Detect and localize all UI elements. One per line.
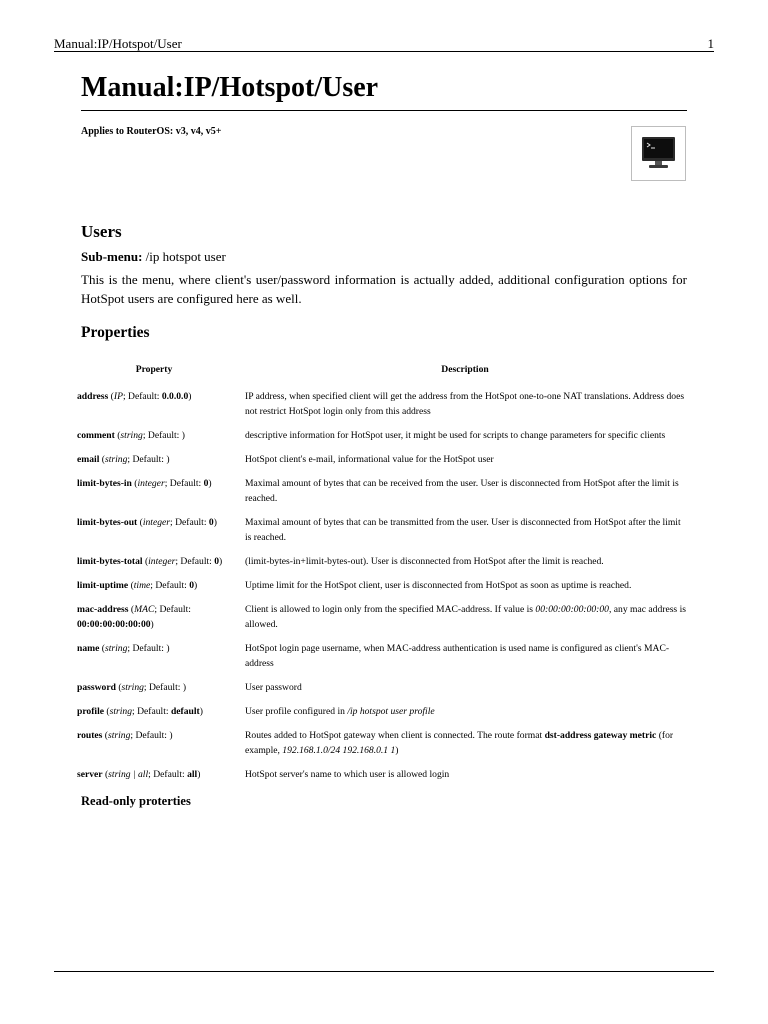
property-cell: address (IP; Default: 0.0.0.0) [77, 391, 192, 402]
description-text: , any mac address is allowed. [245, 604, 686, 630]
property-default: 0.0.0.0 [161, 391, 189, 402]
description-cell [236, 575, 694, 599]
property-default: 0 [208, 517, 214, 528]
description-text: Maximal amount of bytes that can be received from the user. User is disconnected from HotSpot after the limit is reached. [245, 478, 679, 504]
table-row [72, 677, 694, 701]
table-row [72, 386, 694, 425]
col-header-description: Description [441, 364, 489, 375]
description-cell [236, 599, 694, 638]
terminal-monitor-icon [631, 126, 686, 181]
description-cell [236, 512, 694, 551]
description-text: Maximal amount of bytes that can be transmitted from the user. User is disconnected from HotSpot after the limit is reached. [245, 517, 681, 543]
default-label: Default: [169, 478, 202, 489]
property-type: integer [137, 478, 165, 489]
page-number: 1 [707, 36, 714, 51]
default-label: Default: [175, 517, 207, 528]
description-cell [236, 725, 694, 764]
property-cell: limit-uptime (time; Default: 0) [77, 580, 198, 591]
description-cell [236, 677, 694, 701]
properties-table [72, 358, 694, 788]
description-cell [236, 638, 694, 677]
readonly-heading: Read-only proterties [81, 794, 191, 808]
applies-to-note: Applies to RouterOS: v3, v4, v5+ [81, 126, 222, 137]
property-type: string [121, 682, 144, 693]
table-row [72, 575, 694, 599]
submenu-label: Sub-menu: [81, 249, 143, 264]
property-default: 0 [214, 556, 220, 567]
description-cell [236, 425, 694, 449]
description-text: HotSpot server's name to which user is allowed login [245, 769, 450, 780]
header-rule [54, 51, 714, 52]
table-row [72, 638, 694, 677]
property-cell: profile (string; Default: default) [77, 706, 203, 717]
properties-heading: Properties [81, 324, 150, 341]
property-type: time [133, 580, 151, 591]
description-cell [236, 449, 694, 473]
property-cell: routes (string; Default: ) [77, 730, 173, 741]
property-type: string [120, 430, 143, 441]
description-cell [236, 551, 694, 575]
description-cell [236, 701, 694, 725]
description-text: HotSpot login page username, when MAC-address authentication is used name is configured as client's MAC-address [245, 643, 670, 669]
property-name: name [77, 643, 100, 654]
description-text: 00:00:00:00:00:00 [535, 604, 609, 615]
description-text: IP address, when specified client will get the address from the HotSpot one-to-one NAT translations. Address does not restrict HotSpot login only from this address [245, 391, 685, 417]
property-type: integer [148, 556, 176, 567]
users-heading: Users [81, 222, 122, 241]
default-label: Default: [149, 682, 181, 693]
property-type: string [109, 706, 133, 717]
default-label: Default: [137, 706, 169, 717]
description-text: User password [245, 682, 302, 693]
page-title: Manual:IP/Hotspot/User [81, 72, 379, 103]
property-cell: comment (string; Default: ) [77, 430, 185, 441]
submenu-line [81, 249, 226, 265]
title-rule [81, 110, 687, 111]
property-cell: email (string; Default: ) [77, 454, 170, 465]
users-intro: This is the menu, where client's user/password information is actually added, additional configuration options for HotSpot users are configured here as well. [81, 272, 687, 306]
default-label: Default: [128, 391, 160, 402]
property-name: comment [77, 430, 115, 441]
table-header-row [72, 358, 694, 386]
description-text: /ip hotspot user profile [347, 706, 435, 717]
footer-rule [54, 971, 714, 972]
description-cell [236, 386, 694, 425]
description-text: descriptive information for HotSpot user, it might be used for scripts to change parameters for specific clients [245, 430, 666, 441]
property-default: 00:00:00:00:00:00 [77, 619, 151, 630]
description-text: Client is allowed to login only from the specified MAC-address. If value is [245, 604, 536, 615]
description-cell [236, 473, 694, 512]
property-cell: limit-bytes-out (integer; Default: 0) [77, 517, 217, 528]
description-text: User profile configured in [245, 706, 348, 717]
table-row [72, 599, 694, 638]
property-name: email [77, 454, 100, 465]
default-label: Default: [153, 769, 185, 780]
running-header [54, 36, 714, 52]
running-head-title: Manual:IP/Hotspot/User [54, 36, 182, 51]
property-name: mac-address [77, 604, 129, 615]
default-label: Default: [155, 580, 187, 591]
table-row [72, 512, 694, 551]
property-type: string [108, 730, 131, 741]
description-cell [236, 764, 694, 788]
property-default: default [170, 706, 200, 717]
property-type: string [104, 454, 128, 465]
property-cell: name (string; Default: ) [77, 643, 170, 654]
property-name: profile [77, 706, 105, 717]
table-row [72, 701, 694, 725]
property-type: string | all [108, 769, 149, 780]
property-name: server [77, 769, 103, 780]
col-header-property: Property [135, 364, 173, 375]
default-label: Default: [132, 454, 164, 465]
property-cell: server (string | all; Default: all) [77, 769, 201, 780]
property-name: limit-bytes-in [77, 478, 132, 489]
description-text: (for example, [245, 730, 674, 756]
property-name: limit-uptime [77, 580, 129, 591]
table-row [72, 725, 694, 764]
property-cell: mac-address (MAC; Default: 00:00:00:00:00:00) [77, 604, 191, 630]
property-cell: limit-bytes-in (integer; Default: 0) [77, 478, 212, 489]
property-default: 0 [189, 580, 195, 591]
default-label: Default: [159, 604, 191, 615]
description-text: 192.168.1.0/24 192.168.0.1 1 [282, 745, 396, 756]
default-label: Default: [132, 643, 164, 654]
property-cell: limit-bytes-total (integer; Default: 0) [77, 556, 223, 567]
submenu-path: /ip hotspot user [145, 249, 226, 264]
table-row [72, 449, 694, 473]
property-name: routes [77, 730, 103, 741]
description-text: (limit-bytes-in+limit-bytes-out). User is disconnected from HotSpot after the limit is reached. [245, 556, 604, 567]
property-cell: password (string; Default: ) [77, 682, 187, 693]
default-label: Default: [135, 730, 167, 741]
description-text: Routes added to HotSpot gateway when client is connected. The route format [245, 730, 545, 741]
property-name: password [77, 682, 116, 693]
property-type: integer [142, 517, 170, 528]
property-type: string [104, 643, 128, 654]
description-text: dst-address gateway metric [544, 730, 657, 741]
table-row [72, 473, 694, 512]
property-type: IP [113, 391, 123, 402]
property-type: MAC [134, 604, 155, 615]
property-default: 0 [203, 478, 209, 489]
properties-table-body [72, 386, 694, 788]
table-row [72, 764, 694, 788]
table-row [72, 551, 694, 575]
table-row [72, 425, 694, 449]
property-name: limit-bytes-total [77, 556, 143, 567]
default-label: Default: [180, 556, 212, 567]
property-name: address [77, 391, 109, 402]
description-text: ) [395, 745, 399, 756]
property-name: limit-bytes-out [77, 517, 138, 528]
description-text: Uptime limit for the HotSpot client, user is disconnected from HotSpot as soon as uptime is reached. [245, 580, 632, 591]
default-label: Default: [147, 430, 180, 441]
property-default: all [187, 769, 198, 780]
description-text: HotSpot client's e-mail, informational value for the HotSpot user [245, 454, 494, 465]
